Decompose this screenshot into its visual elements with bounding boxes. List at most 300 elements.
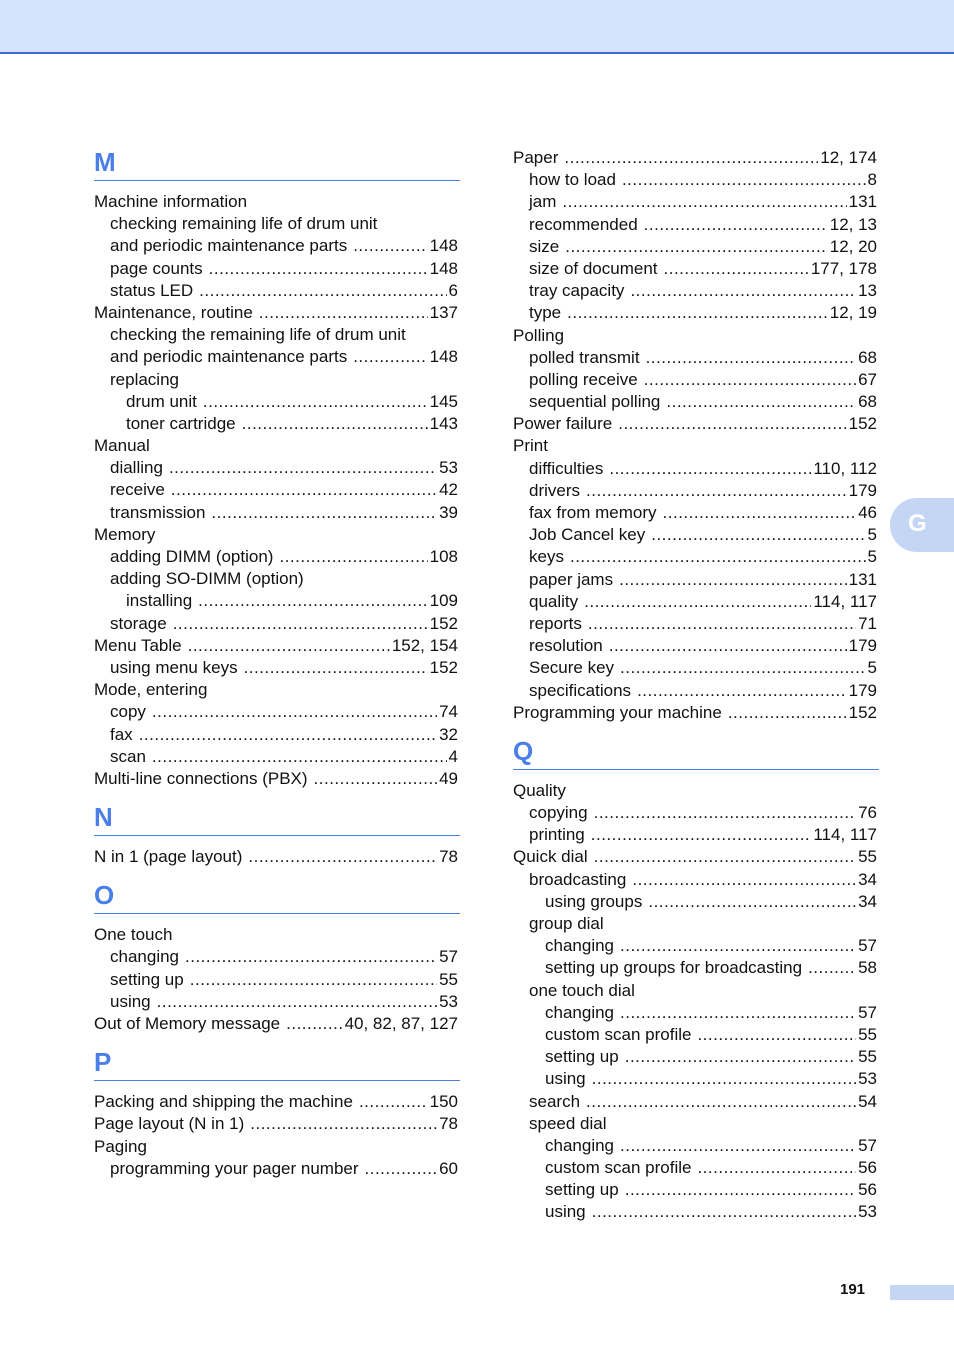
entry-term: resolution xyxy=(529,636,603,656)
entry-term: Quick dial xyxy=(513,847,588,867)
index-entry xyxy=(513,1024,877,1046)
entry-term: size xyxy=(529,236,560,256)
index-entry xyxy=(513,613,877,635)
entry-pages: 110, 112 xyxy=(813,458,877,478)
index-entry xyxy=(513,846,877,868)
entry-pages: 55 xyxy=(439,969,458,989)
index-entry xyxy=(94,391,458,413)
index-entry xyxy=(94,369,458,391)
dot-leader xyxy=(620,1002,856,1024)
entry-term: polled transmit xyxy=(529,347,640,367)
index-entry xyxy=(94,479,458,501)
entry-pages: 152 xyxy=(848,414,877,434)
entry-term: Out of Memory message xyxy=(94,1014,281,1033)
dot-leader xyxy=(609,635,847,657)
entry-pages: 32 xyxy=(439,724,458,744)
index-entry xyxy=(513,1157,877,1179)
entry-term: custom scan profile xyxy=(545,1158,692,1178)
section-gap xyxy=(94,868,460,880)
entry-pages: 49 xyxy=(439,768,458,788)
entry-pages: 131 xyxy=(848,192,877,212)
entry-term: one touch dial xyxy=(529,980,635,1000)
index-entry xyxy=(94,1158,458,1180)
entry-pages: 179 xyxy=(848,636,877,656)
index-entry xyxy=(94,701,458,723)
entry-term: reports xyxy=(529,613,582,633)
entry-term: drum unit xyxy=(126,391,197,411)
index-entry xyxy=(513,957,877,979)
entry-term: Quality xyxy=(513,780,566,800)
entry-pages: 56 xyxy=(858,1180,877,1200)
section-letter: M xyxy=(94,147,116,177)
dot-leader xyxy=(620,935,856,957)
index-entry xyxy=(513,780,877,802)
index-entry xyxy=(94,413,458,435)
entry-term: quality xyxy=(529,591,579,611)
entry-term: using xyxy=(545,1202,586,1222)
index-entry xyxy=(94,280,458,302)
entry-pages: 55 xyxy=(858,1047,877,1067)
dot-leader xyxy=(244,657,428,679)
entry-term: Paging xyxy=(94,1136,147,1156)
index-entry xyxy=(513,1091,877,1113)
dot-leader xyxy=(625,1046,856,1068)
dot-leader xyxy=(622,169,866,191)
entry-pages: 114, 117 xyxy=(813,591,877,611)
entry-term: using menu keys xyxy=(110,657,238,677)
dot-leader xyxy=(286,1013,342,1035)
entry-pages: 108 xyxy=(429,547,458,566)
page-number: 191 xyxy=(840,1281,866,1298)
entry-pages: 5 xyxy=(867,658,877,678)
dot-leader xyxy=(242,413,428,435)
section-divider xyxy=(94,913,460,914)
dot-leader xyxy=(365,1158,438,1180)
dot-leader xyxy=(353,235,427,257)
index-entry xyxy=(513,935,877,957)
index-entry xyxy=(513,502,877,524)
index-section xyxy=(94,790,460,868)
entry-term: replacing xyxy=(110,369,179,389)
entry-pages: 57 xyxy=(439,947,458,967)
entry-term: recommended xyxy=(529,214,638,234)
index-entry xyxy=(94,435,458,457)
entry-pages: 148 xyxy=(429,236,458,256)
entry-pages: 34 xyxy=(858,891,877,911)
section-tab xyxy=(890,498,954,552)
index-entry xyxy=(94,746,458,768)
index-entry xyxy=(513,591,877,613)
dot-leader xyxy=(632,869,856,891)
entry-term: setting up xyxy=(110,969,184,989)
entry-pages: 12, 13 xyxy=(829,214,877,234)
index-entry xyxy=(513,802,877,824)
section-letter: P xyxy=(94,1047,112,1078)
index-entry xyxy=(513,702,877,724)
entry-pages: 152 xyxy=(429,613,458,633)
entry-term: using groups xyxy=(545,891,643,911)
index-entry xyxy=(513,1135,877,1157)
index-entry xyxy=(513,1179,877,1201)
index-entry xyxy=(513,147,877,169)
index-entry xyxy=(513,680,877,702)
entry-pages: 13 xyxy=(858,281,877,301)
entry-term: Memory xyxy=(94,524,156,544)
dot-leader xyxy=(209,258,428,280)
section-gap xyxy=(513,724,879,736)
index-entry xyxy=(94,613,458,635)
entry-term: Multi-line connections (PBX) xyxy=(94,768,308,788)
dot-leader xyxy=(279,546,427,568)
index-entry xyxy=(94,991,458,1013)
entry-pages: 177, 178 xyxy=(810,258,877,278)
index-column-left xyxy=(94,147,460,1180)
entry-pages: 152 xyxy=(848,702,877,722)
entry-pages: 46 xyxy=(858,503,877,522)
entry-pages: 4 xyxy=(448,746,458,766)
index-entry xyxy=(513,869,877,891)
entry-pages: 145 xyxy=(429,391,458,411)
section-gap xyxy=(94,790,460,802)
index-entry xyxy=(94,568,458,590)
dot-leader xyxy=(259,302,428,324)
entry-term: programming your pager number xyxy=(110,1158,359,1178)
entry-term: Maintenance, routine xyxy=(94,302,253,322)
entry-term: Page layout (N in 1) xyxy=(94,1114,245,1134)
dot-leader xyxy=(697,1157,856,1179)
dot-leader xyxy=(139,724,437,746)
index-entry xyxy=(513,1002,877,1024)
index-entry xyxy=(513,1201,877,1223)
entry-term: and periodic maintenance parts xyxy=(110,347,348,367)
index-entry xyxy=(94,457,458,479)
index-entry xyxy=(94,1136,458,1158)
index-entry xyxy=(513,391,877,413)
entry-term: Polling xyxy=(513,325,565,345)
dot-leader xyxy=(609,458,811,480)
dot-leader xyxy=(565,236,828,258)
index-entry xyxy=(94,191,458,213)
entry-term: transmission xyxy=(110,502,206,522)
entry-term: tray capacity xyxy=(529,281,625,301)
entry-term: Print xyxy=(513,436,548,456)
dot-leader xyxy=(173,613,428,635)
dot-leader xyxy=(592,1068,856,1090)
entry-pages: 76 xyxy=(858,803,877,823)
entry-term: changing xyxy=(545,1002,615,1022)
entry-term: storage xyxy=(110,613,167,633)
index-entry xyxy=(94,235,458,257)
entry-pages: 78 xyxy=(439,847,458,867)
entry-term: checking remaining life of drum unit xyxy=(110,214,378,234)
index-entry xyxy=(513,435,877,457)
dot-leader xyxy=(203,391,428,413)
entry-pages: 5 xyxy=(867,525,877,545)
entry-term: checking the remaining life of drum unit xyxy=(110,325,406,345)
entry-term: search xyxy=(529,1091,581,1111)
entry-term: Manual xyxy=(94,436,150,456)
section-letter: Q xyxy=(513,735,534,766)
entry-pages: 109 xyxy=(429,591,458,611)
index-entry xyxy=(513,913,877,935)
index-entry xyxy=(513,369,877,391)
entry-pages: 6 xyxy=(448,280,458,300)
section-divider xyxy=(94,1080,460,1081)
entry-term: adding SO-DIMM (option) xyxy=(110,569,304,589)
entry-term: type xyxy=(529,303,562,323)
entry-term: dialling xyxy=(110,458,163,478)
index-entry xyxy=(513,1113,877,1135)
index-entry xyxy=(94,1113,458,1135)
index-entry xyxy=(94,846,458,868)
entry-pages: 53 xyxy=(439,991,458,1011)
entry-pages: 5 xyxy=(867,547,877,567)
index-section xyxy=(94,147,460,790)
index-entry xyxy=(513,458,877,480)
entry-term: custom scan profile xyxy=(545,1024,692,1044)
entry-term: drivers xyxy=(529,480,581,500)
entry-pages: 12, 19 xyxy=(829,303,877,323)
index-entry xyxy=(513,413,877,435)
dot-leader xyxy=(644,369,856,391)
entry-pages: 137 xyxy=(429,302,458,322)
entry-term: copying xyxy=(529,803,588,823)
dot-leader xyxy=(728,702,847,724)
entry-term: jam xyxy=(529,192,557,212)
entry-pages: 58 xyxy=(858,958,877,978)
index-entry xyxy=(94,524,458,546)
entry-pages: 78 xyxy=(439,1114,458,1134)
entry-term: fax from memory xyxy=(529,503,657,522)
entry-term: broadcasting xyxy=(529,869,627,889)
dot-leader xyxy=(185,946,437,968)
index-entry xyxy=(513,280,877,302)
index-entry xyxy=(513,347,877,369)
entry-term: Paper xyxy=(513,148,559,167)
entry-term: group dial xyxy=(529,914,604,933)
dot-leader xyxy=(619,569,847,591)
dot-leader xyxy=(588,613,856,635)
dot-leader xyxy=(359,1091,428,1113)
entry-term: speed dial xyxy=(529,1113,607,1133)
dot-leader xyxy=(646,347,857,369)
dot-leader xyxy=(648,891,856,913)
index-entry xyxy=(513,635,877,657)
dot-leader xyxy=(314,768,438,790)
index-entry xyxy=(513,569,877,591)
dot-leader xyxy=(625,1179,856,1201)
dot-leader xyxy=(586,480,847,502)
entry-pages: 53 xyxy=(858,1069,877,1089)
dot-leader xyxy=(644,214,828,236)
index-entry xyxy=(513,824,877,846)
dot-leader xyxy=(664,258,809,280)
index-entry xyxy=(94,679,458,701)
index-entry xyxy=(513,236,877,258)
entry-pages: 143 xyxy=(429,413,458,433)
entry-pages: 53 xyxy=(858,1202,877,1222)
dot-leader xyxy=(353,346,427,368)
entry-pages: 53 xyxy=(439,458,458,478)
entry-term: changing xyxy=(110,947,180,967)
index-entry xyxy=(513,657,877,679)
entry-term: Job Cancel key xyxy=(529,525,646,545)
dot-leader xyxy=(594,846,856,868)
entry-term: Machine information xyxy=(94,192,248,211)
entry-term: scan xyxy=(110,746,146,766)
index-entry xyxy=(94,502,458,524)
entry-pages: 148 xyxy=(429,347,458,367)
dot-leader xyxy=(169,457,437,479)
dot-leader xyxy=(188,635,390,657)
entry-pages: 179 xyxy=(848,480,877,500)
dot-leader xyxy=(618,413,846,435)
entry-pages: 68 xyxy=(858,347,877,367)
entry-term: Programming your machine xyxy=(513,702,722,722)
entry-pages: 40, 82, 87, 127 xyxy=(344,1014,458,1033)
dot-leader xyxy=(567,302,828,324)
page-number-bar xyxy=(890,1285,954,1300)
section-letter: O xyxy=(94,880,115,911)
dot-leader xyxy=(564,147,818,169)
dot-leader xyxy=(152,701,437,723)
entry-term: page counts xyxy=(110,258,203,278)
index-entry xyxy=(513,302,877,324)
entry-term: setting up xyxy=(545,1180,619,1200)
index-entry xyxy=(513,891,877,913)
dot-leader xyxy=(592,1201,856,1223)
index-entry xyxy=(513,1046,877,1068)
entry-term: specifications xyxy=(529,680,632,700)
index-entry xyxy=(94,590,458,612)
entry-pages: 8 xyxy=(867,170,877,190)
dot-leader xyxy=(663,502,857,524)
section-gap xyxy=(94,1035,460,1047)
entry-pages: 55 xyxy=(858,847,877,867)
entry-pages: 114, 117 xyxy=(813,825,877,845)
index-entry xyxy=(94,1013,458,1035)
index-entry xyxy=(513,258,877,280)
index-entry xyxy=(94,346,458,368)
entry-pages: 131 xyxy=(848,569,877,589)
entry-term: Mode, entering xyxy=(94,680,208,700)
dot-leader xyxy=(808,957,856,979)
entry-pages: 57 xyxy=(858,1135,877,1155)
index-entry xyxy=(94,946,458,968)
entry-term: setting up xyxy=(545,1047,619,1067)
index-entry xyxy=(513,980,877,1002)
index-entry xyxy=(513,325,877,347)
entry-term: One touch xyxy=(94,925,173,945)
index-entry xyxy=(94,213,458,235)
index-section xyxy=(94,868,460,1035)
index-entry xyxy=(94,969,458,991)
entry-pages: 55 xyxy=(858,1024,877,1044)
entry-term: polling receive xyxy=(529,369,638,389)
entry-term: paper jams xyxy=(529,569,614,589)
index-entry xyxy=(513,214,877,236)
entry-term: installing xyxy=(126,591,193,611)
entry-pages: 57 xyxy=(858,1002,877,1022)
entry-term: difficulties xyxy=(529,458,604,478)
dot-leader xyxy=(570,546,866,568)
index-entry xyxy=(513,524,877,546)
entry-pages: 67 xyxy=(858,369,877,389)
entry-term: using xyxy=(545,1069,586,1089)
entry-pages: 39 xyxy=(439,502,458,522)
dot-leader xyxy=(199,280,446,302)
dot-leader xyxy=(620,657,865,679)
index-entry xyxy=(94,924,458,946)
entry-pages: 57 xyxy=(858,936,877,956)
entry-term: Secure key xyxy=(529,658,615,678)
index-entry xyxy=(513,169,877,191)
entry-pages: 68 xyxy=(858,392,877,412)
dot-leader xyxy=(620,1135,856,1157)
entry-pages: 150 xyxy=(429,1092,458,1112)
entry-term: Menu Table xyxy=(94,635,182,655)
dot-leader xyxy=(637,680,847,702)
index-entry xyxy=(94,724,458,746)
entry-pages: 60 xyxy=(439,1158,458,1178)
entry-term: setting up groups for broadcasting xyxy=(545,958,803,978)
entry-pages: 74 xyxy=(439,702,458,722)
entry-term: status LED xyxy=(110,280,194,300)
entry-term: receive xyxy=(110,480,165,500)
dot-leader xyxy=(190,969,437,991)
header-band xyxy=(0,0,954,54)
dot-leader xyxy=(666,391,856,413)
entry-term: copy xyxy=(110,702,146,722)
section-letter: N xyxy=(94,802,113,833)
entry-term: and periodic maintenance parts xyxy=(110,236,348,256)
index-entry xyxy=(513,480,877,502)
index-entry xyxy=(513,191,877,213)
entry-pages: 12, 20 xyxy=(829,236,877,256)
index-entry xyxy=(513,546,877,568)
entry-pages: 12, 174 xyxy=(820,148,877,167)
index-column-right xyxy=(513,147,879,1224)
entry-term: size of document xyxy=(529,258,658,278)
index-entry xyxy=(94,324,458,346)
entry-term: Packing and shipping the machine xyxy=(94,1092,353,1112)
index-entry xyxy=(513,1068,877,1090)
dot-leader xyxy=(152,746,447,768)
dot-leader xyxy=(651,524,865,546)
index-entry xyxy=(94,657,458,679)
index-entry xyxy=(94,302,458,324)
entry-term: using xyxy=(110,991,151,1011)
index-section xyxy=(513,147,879,724)
entry-pages: 179 xyxy=(848,680,877,700)
entry-term: changing xyxy=(545,936,615,956)
dot-leader xyxy=(211,502,437,524)
entry-pages: 34 xyxy=(858,869,877,889)
entry-pages: 152 xyxy=(429,657,458,677)
section-tab-letter: G xyxy=(908,510,927,537)
dot-leader xyxy=(198,590,427,612)
entry-term: adding DIMM (option) xyxy=(110,547,274,566)
entry-pages: 56 xyxy=(858,1158,877,1178)
dot-leader xyxy=(594,802,856,824)
entry-term: keys xyxy=(529,547,564,567)
entry-term: Power failure xyxy=(513,414,613,434)
entry-pages: 71 xyxy=(858,613,877,633)
entry-term: toner cartridge xyxy=(126,413,236,433)
dot-leader xyxy=(250,1113,437,1135)
index-section xyxy=(513,724,879,1224)
entry-term: N in 1 (page layout) xyxy=(94,847,243,867)
